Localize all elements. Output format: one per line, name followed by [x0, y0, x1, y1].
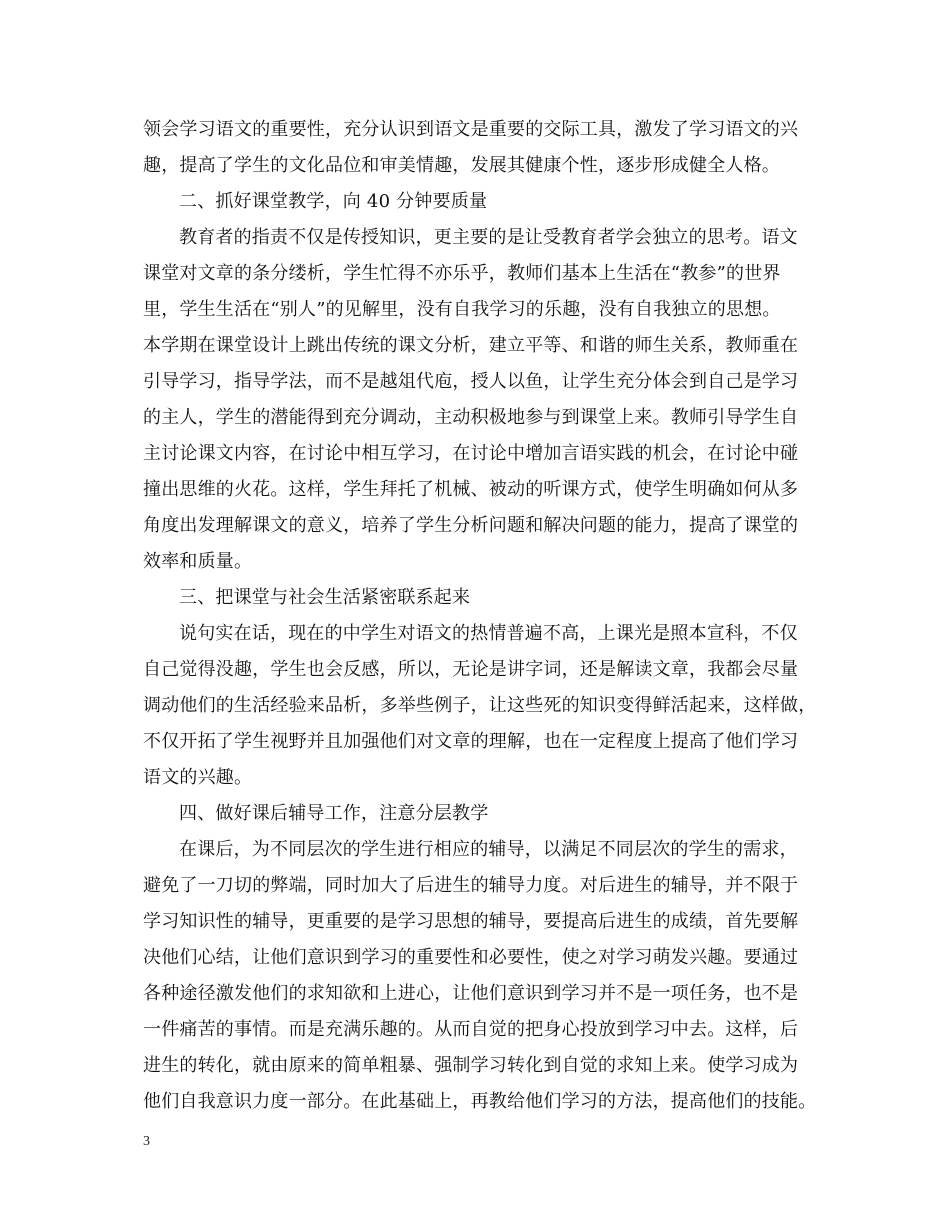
- paragraph-start-line: 在课后，为不同层次的学生进行相应的辅导，以满足不同层次的学生的需求，: [179, 839, 798, 860]
- text-line: 主讨论课文内容，在讨论中相互学习，在讨论中增加言语实践的机会，在讨论中碰: [143, 443, 799, 464]
- text-line: 不仅开拓了学生视野并且加强他们对文章的理解，也在一定程度上提高了他们学习: [143, 731, 799, 752]
- text-line: 引导学习，指导学法，而不是越俎代庖，授人以鱼，让学生充分体会到自己是学习: [143, 371, 799, 392]
- text-line: 撞出思维的火花。这样，学生拜托了机械、被动的听课方式，使学生明确如何从多: [143, 479, 799, 500]
- paragraph-start-line: 二、抓好课堂教学，向 40 分钟要质量: [179, 191, 488, 212]
- paragraph-start-line: 四、做好课后辅导工作，注意分层教学: [179, 803, 489, 824]
- text-line: 效率和质量。: [143, 551, 253, 572]
- text-line: 角度出发理解课文的意义，培养了学生分析问题和解决问题的能力，提高了课堂的: [143, 515, 799, 536]
- text-line: 决他们心结，让他们意识到学习的重要性和必要性，使之对学习萌发兴趣。要通过: [143, 947, 799, 968]
- text-line: 进生的转化，就由原来的简单粗暴、强制学习转化到自觉的求知上来。使学习成为: [143, 1055, 799, 1076]
- paragraph-start-line: 三、把课堂与社会生活紧密联系起来: [179, 587, 471, 608]
- text-line: 趣，提高了学生的文化品位和审美情趣，发展其健康个性，逐步形成健全人格。: [143, 155, 780, 176]
- text-line: 里，学生生活在“别人”的见解里，没有自我学习的乐趣，没有自我独立的思想。: [143, 299, 781, 320]
- text-line: 本学期在课堂设计上跳出传统的课文分析，建立平等、和谐的师生关系，教师重在: [143, 335, 799, 356]
- text-line: 他们自我意识力度一部分。在此基础上，再教给他们学习的方法，提高他们的技能。: [143, 1091, 817, 1112]
- text-line: 学习知识性的辅导，更重要的是学习思想的辅导，要提高后进生的成绩，首先要解: [143, 911, 799, 932]
- text-line: 领会学习语文的重要性，充分认识到语文是重要的交际工具，激发了学习语文的兴: [143, 119, 799, 140]
- document-body: [143, 112, 823, 1120]
- paragraph-start-line: 教育者的指责不仅是传授知识，更主要的是让受教育者学会独立的思考。语文: [179, 227, 798, 248]
- text-line: 语文的兴趣。: [143, 767, 253, 788]
- text-line: 自己觉得没趣，学生也会反感，所以，无论是讲字词，还是解读文章，我都会尽量: [143, 659, 799, 680]
- text-line: 课堂对文章的条分缕析，学生忙得不亦乐乎，教师们基本上生活在“教参”的世界: [143, 263, 781, 284]
- text-line: 一件痛苦的事情。而是充满乐趣的。从而自觉的把身心投放到学习中去。这样，后: [143, 1019, 799, 1040]
- text-line: 避免了一刀切的弊端，同时加大了后进生的辅导力度。对后进生的辅导，并不限于: [143, 875, 799, 896]
- text-line: 的主人，学生的潜能得到充分调动，主动积极地参与到课堂上来。教师引导学生自: [143, 407, 799, 428]
- paragraph-start-line: 说句实在话，现在的中学生对语文的热情普遍不高，上课光是照本宣科，不仅: [179, 623, 798, 644]
- page-number: 3: [143, 1134, 150, 1149]
- text-line: 调动他们的生活经验来品析，多举些例子，让这些死的知识变得鲜活起来，这样做，: [143, 695, 817, 716]
- text-line: 各种途径激发他们的求知欲和上进心，让他们意识到学习并不是一项任务，也不是: [143, 983, 799, 1004]
